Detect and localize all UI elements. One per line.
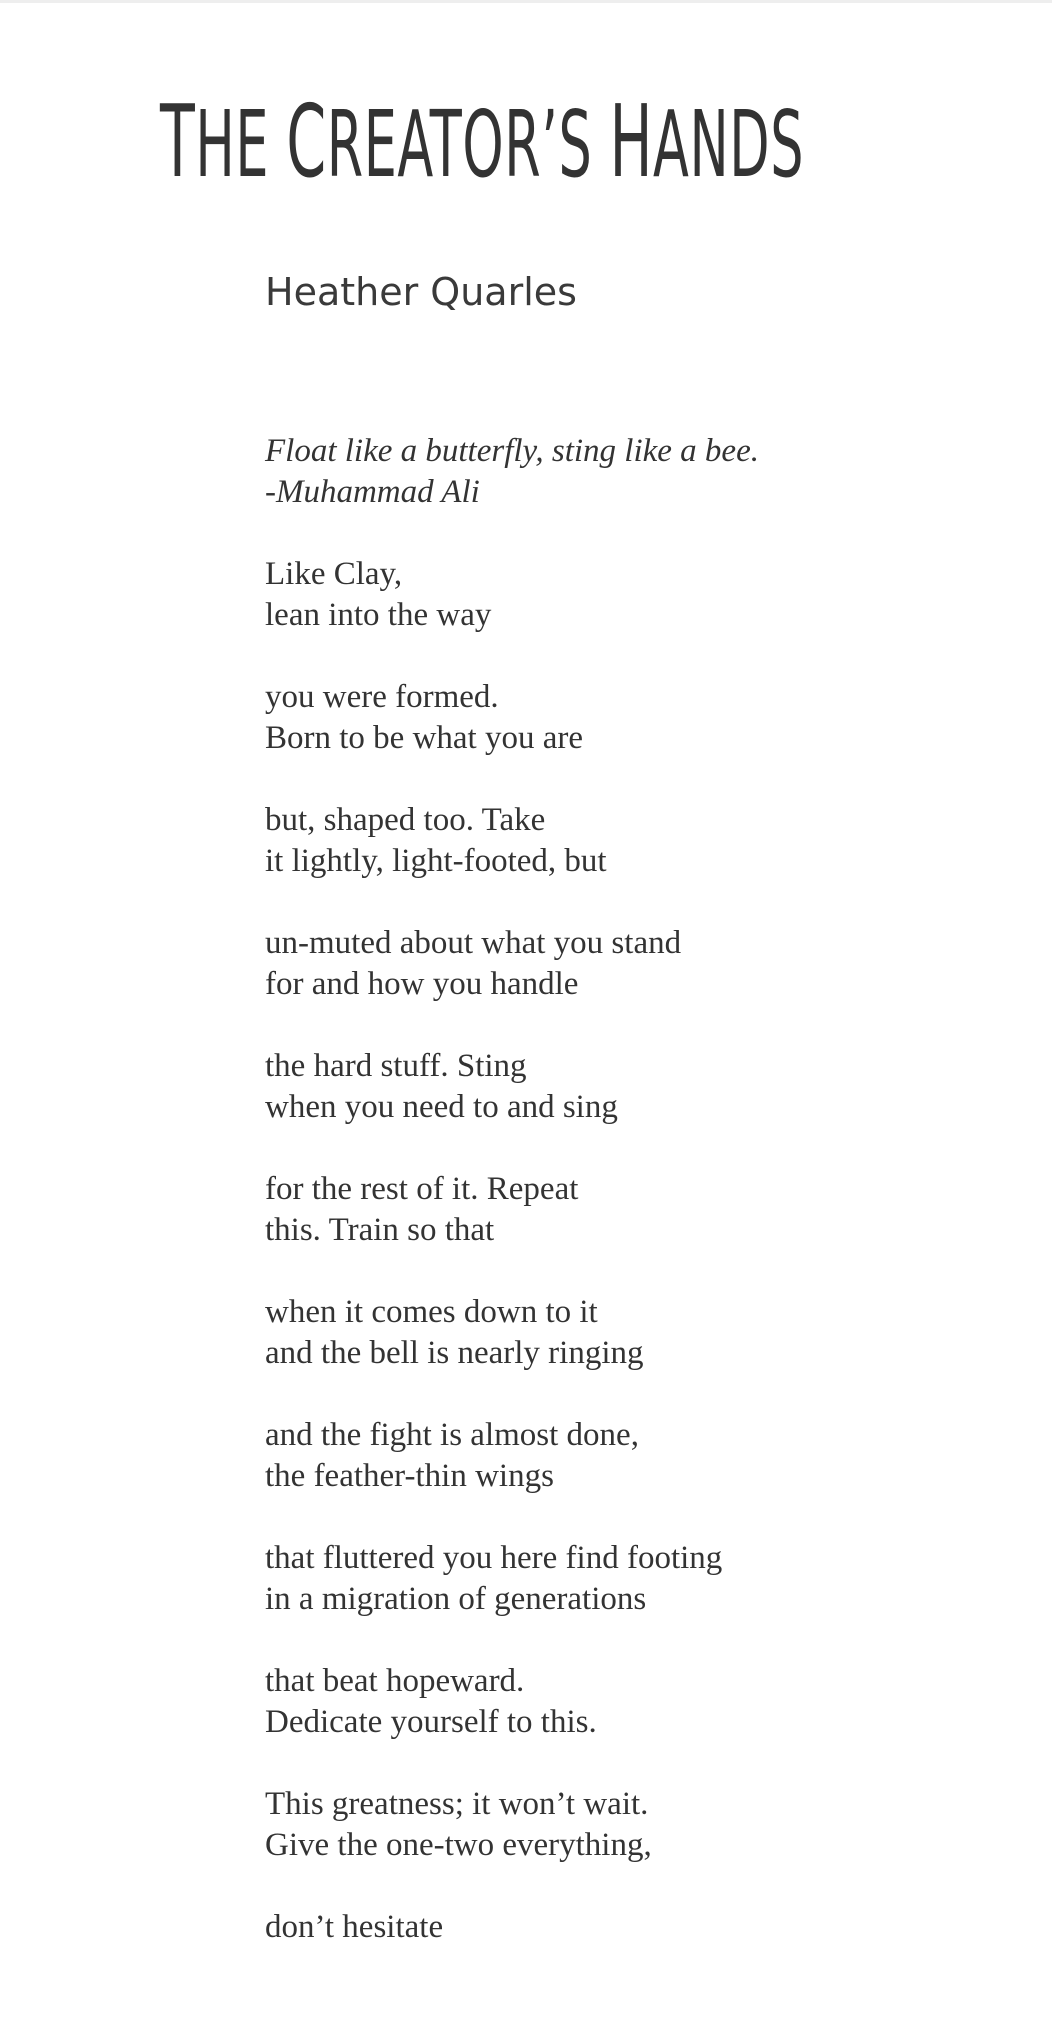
poem-line: the hard stuff. Sting xyxy=(265,1048,527,1084)
poem-line: that beat hopeward. xyxy=(265,1663,525,1699)
title-word-1-initial: T xyxy=(160,83,196,200)
poem-line: don’t hesitate xyxy=(265,1909,444,1945)
poem-line: for the rest of it. Repeat xyxy=(265,1171,579,1207)
stanza-list xyxy=(265,554,1025,1948)
poem-title xyxy=(160,83,805,200)
title-word-3-initial: H xyxy=(609,83,654,200)
author-name: Heather Quarles xyxy=(265,270,577,314)
poem-line: when you need to and sing xyxy=(265,1089,618,1125)
stanza xyxy=(265,1538,1025,1620)
poem-line: you were formed. xyxy=(265,679,499,715)
poem-line: but, shaped too. Take xyxy=(265,802,546,838)
top-divider xyxy=(0,0,1052,3)
poem-line: this. Train so that xyxy=(265,1212,495,1248)
poem-line: This greatness; it won’t wait. xyxy=(265,1786,649,1822)
stanza xyxy=(265,677,1025,759)
poem-line: lean into the way xyxy=(265,597,492,633)
stanza xyxy=(265,1292,1025,1374)
stanza xyxy=(265,1169,1025,1251)
title-word-2-initial: C xyxy=(286,83,327,200)
title-word-1-rest: HE xyxy=(195,91,270,198)
poem-line: un-muted about what you stand xyxy=(265,925,682,961)
title-word-3-rest: ANDS xyxy=(653,91,805,198)
poem-line: for and how you handle xyxy=(265,966,579,1002)
poem-line: Give the one-two everything, xyxy=(265,1827,652,1863)
stanza xyxy=(265,923,1025,1005)
poem-line: Dedicate yourself to this. xyxy=(265,1704,597,1740)
poem-line: the feather-thin wings xyxy=(265,1458,554,1494)
poem-line: and the bell is nearly ringing xyxy=(265,1335,644,1371)
stanza xyxy=(265,1784,1025,1866)
epigraph-attribution: -Muhammad Ali xyxy=(265,474,480,510)
stanza xyxy=(265,1046,1025,1128)
poem-line: Born to be what you are xyxy=(265,720,583,756)
stanza xyxy=(265,554,1025,636)
poem-line: Like Clay, xyxy=(265,556,403,592)
poem-line: when it comes down to it xyxy=(265,1294,598,1330)
stanza xyxy=(265,1415,1025,1497)
poem-body xyxy=(265,431,1025,1989)
poem-line: and the fight is almost done, xyxy=(265,1417,639,1453)
poem-line: it lightly, light-footed, but xyxy=(265,843,607,879)
epigraph xyxy=(265,431,1025,513)
epigraph-quote: Float like a butterfly, sting like a bee. xyxy=(265,433,759,469)
poem-line: that fluttered you here find footing xyxy=(265,1540,723,1576)
stanza xyxy=(265,1907,1025,1948)
stanza xyxy=(265,800,1025,882)
poem-line: in a migration of generations xyxy=(265,1581,647,1617)
stanza xyxy=(265,1661,1025,1743)
title-word-2-rest: REATOR’S xyxy=(326,91,593,198)
